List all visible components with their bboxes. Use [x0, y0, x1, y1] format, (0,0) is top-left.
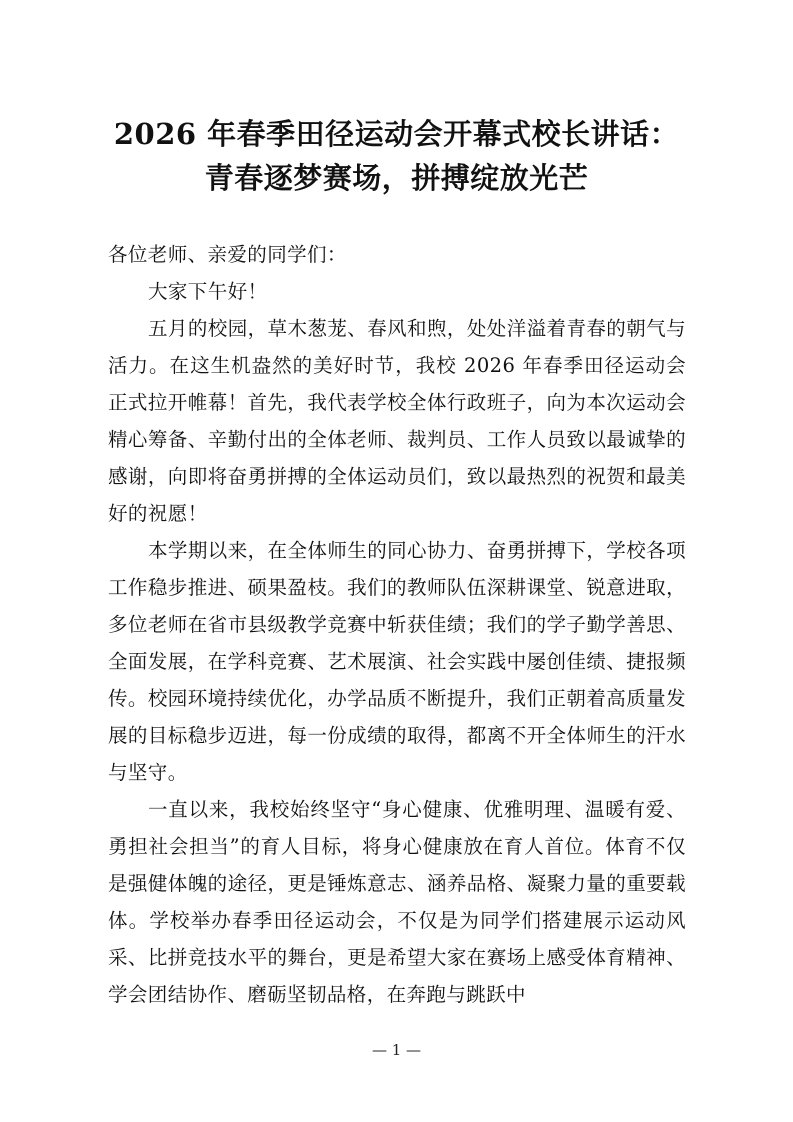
- document-title-line-1: 2026 年春季田径运动会开幕式校长讲话：: [113, 117, 680, 151]
- paragraph-education-goal: 一直以来，我校始终坚守“身心健康、优雅明理、温暖有爱、勇担社会担当”的育人目标，将身心健康放在育人首位。体育不仅是强健体魄的途径，更是锤炼意志、涵养品格、凝聚力量的重要载体。学校举办春季田径运动会，不仅是为同学们搭建展示运动风采、比拼竞技水平的舞台，更是希望大家在赛场上感受体育精神、学会团结协作、磨砺坚韧品格，在奔跑与跳跃中: [108, 798, 686, 1006]
- paragraph-achievements: 本学期以来，在全体师生的同心协力、奋勇拼搏下，学校各项工作稳步推进、硕果盈枝。我们的教师队伍深耕课堂、锐意进取，多位老师在省市县级教学竞赛中斩获佳绩；我们的学子勤学善思、全面发展，在学科竞赛、艺术展演、社会实践中屡创佳绩、捷报频传。校园环境持续优化，办学品质不断提升，我们正朝着高质量发展的目标稳步迈进，每一份成绩的取得，都离不开全体师生的汗水与坚守。: [108, 539, 686, 784]
- paragraph-greeting: 大家下午好！: [148, 280, 268, 303]
- page-number: — 1 —: [371, 1041, 422, 1059]
- salutation: 各位老师、亲爱的同学们：: [108, 243, 347, 266]
- document-title-line-2: 青春逐梦赛场，拼搏绽放光芒: [204, 161, 589, 195]
- paragraph-opening: 五月的校园，草木葱茏、春风和煦，处处洋溢着青春的朝气与活力。在这生机盎然的美好时节，我校 2026 年春季田径运动会正式拉开帷幕！首先，我代表学校全体行政班子，向为本次运动会精心筹备、辛勤付出的全体老师、裁判员、工作人员致以最诚挚的感谢，向即将奋勇拼搏的全体运动员们，致以最热烈的祝贺和最美好的祝愿！: [108, 317, 686, 525]
- document-body: [108, 236, 686, 1013]
